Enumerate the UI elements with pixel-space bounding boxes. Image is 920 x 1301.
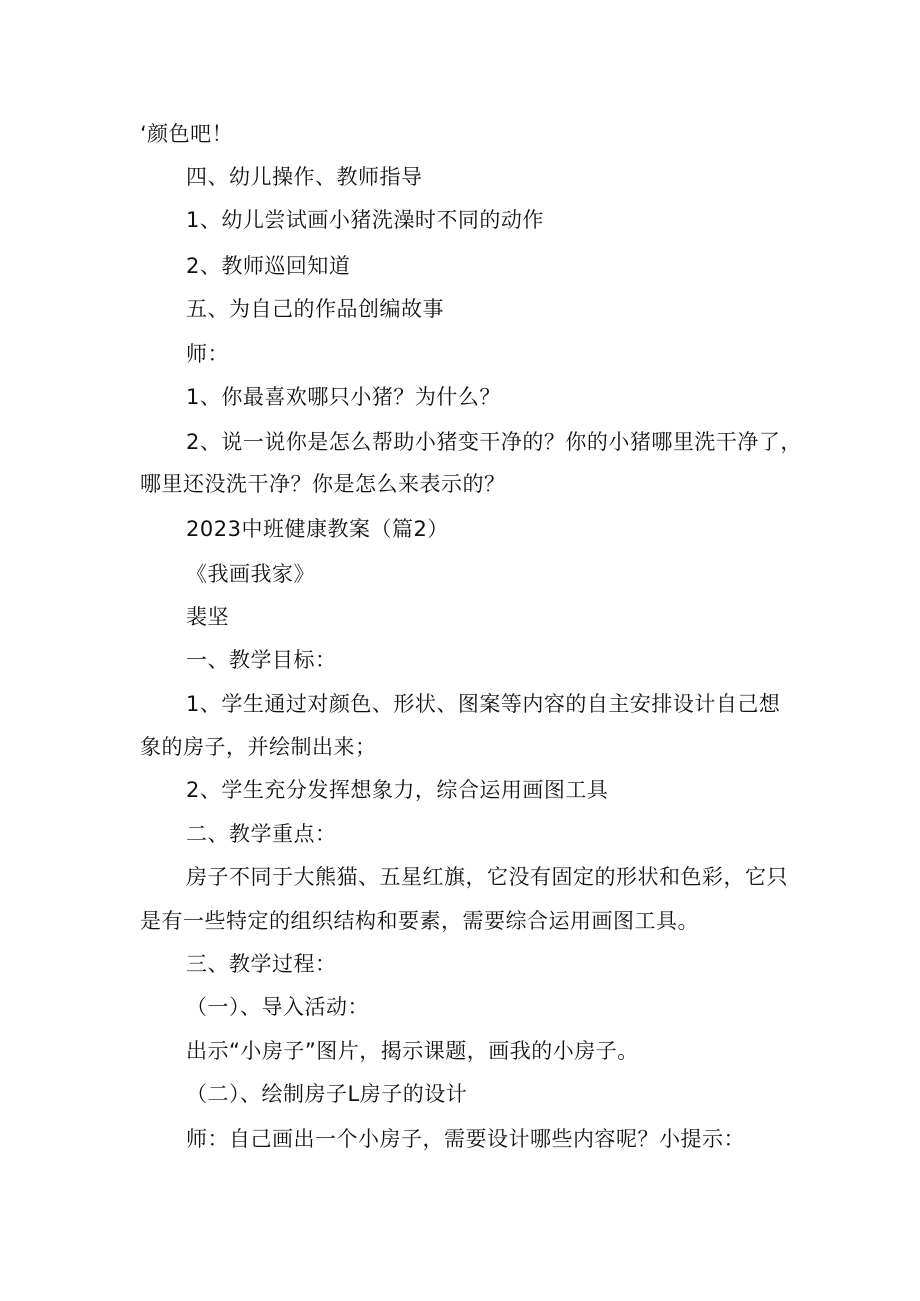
text-line: 师： xyxy=(186,342,229,366)
text-line: ‘颜色吧！ xyxy=(140,122,234,146)
list-item: 2、说一说你是怎么帮助小猪变干净的？你的小猪哪里洗干净了， xyxy=(186,430,802,454)
paragraph-line: 师：自己画出一个小房子，需要设计哪些内容呢？小提示： xyxy=(186,1127,745,1151)
paragraph-line: 出示“小房子”图片，揭示课题，画我的小房子。 xyxy=(186,1039,639,1063)
section-heading: 五、为自己的作品创编故事 xyxy=(186,297,444,321)
list-item: 1、你最喜欢哪只小猪？为什么？ xyxy=(186,385,501,409)
list-item: 2、学生充分发挥想象力，综合运用画图工具 xyxy=(186,778,609,802)
list-item: 1、学生通过对颜色、形状、图案等内容的自主安排设计自己想 xyxy=(186,692,781,716)
text-line: 哪里还没洗干净？你是怎么来表示的？ xyxy=(140,472,506,496)
paragraph-line: 是有一些特定的组织结构和要素，需要综合运用画图工具。 xyxy=(140,909,699,933)
author-name: 裴坚 xyxy=(186,605,229,629)
list-item: 1、幼儿尝试画小猪洗澡时不同的动作 xyxy=(186,208,544,232)
section-heading: 二、教学重点： xyxy=(186,822,337,846)
list-item: 2、教师巡回知道 xyxy=(186,254,351,278)
section-heading: 三、教学过程： xyxy=(186,952,337,976)
paragraph-line: 房子不同于大熊猫、五星红旗，它没有固定的形状和色彩，它只 xyxy=(186,865,788,889)
subsection-heading: （二）、绘制房子L房子的设计 xyxy=(186,1082,468,1106)
lesson-title: 《我画我家》 xyxy=(186,562,315,586)
document-title: 2023中班健康教案（篇2） xyxy=(186,517,449,541)
section-heading: 四、幼儿操作、教师指导 xyxy=(186,165,423,189)
text-line: 象的房子，并绘制出来； xyxy=(140,735,377,759)
subsection-heading: （一）、导入活动： xyxy=(186,995,369,1019)
section-heading: 一、教学目标： xyxy=(186,648,337,672)
